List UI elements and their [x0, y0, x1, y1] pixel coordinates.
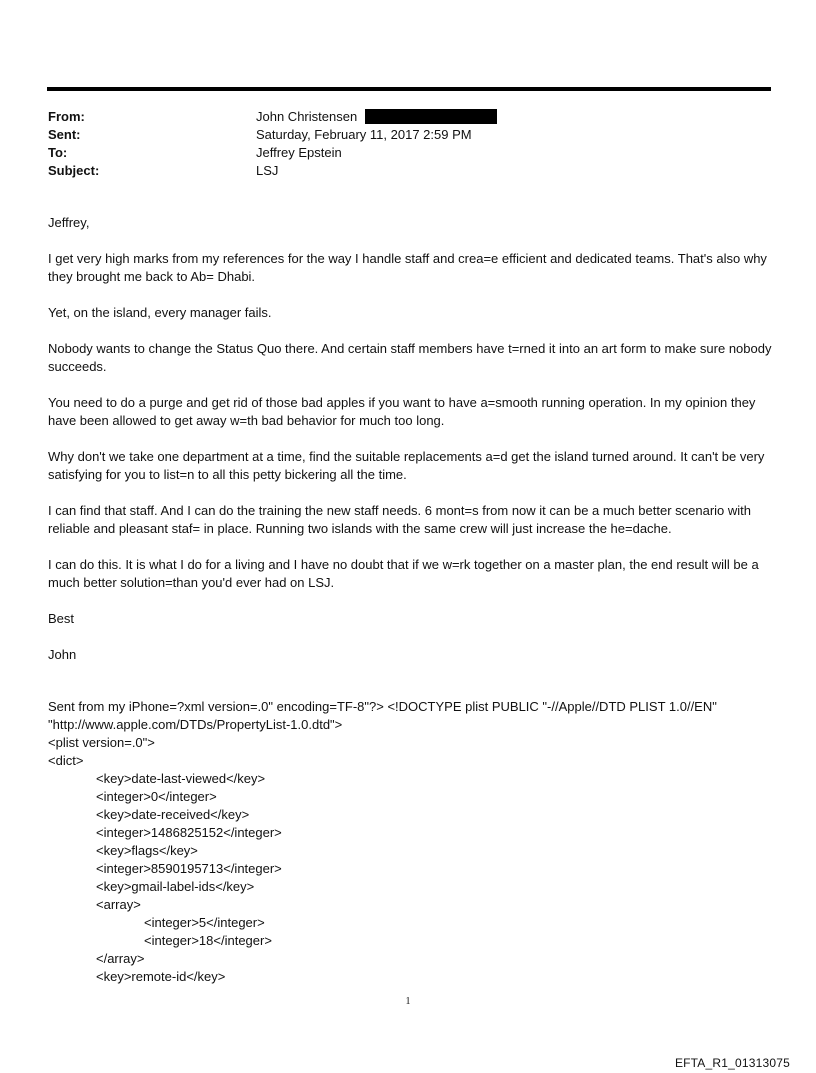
redaction-bar: [365, 109, 497, 124]
xml-line: <integer>8590195713</integer>: [96, 861, 282, 876]
xml-line: <key>remote-id</key>: [96, 969, 226, 984]
document-id: EFTA_R1_01313075: [674, 1056, 790, 1070]
xml-line: <integer>5</integer>: [144, 915, 265, 930]
body-paragraph: I can find that staff. And I can do the training the new staff needs. 6 mont=s from now it can be a much better scenario with reliable and pleasant staf= in place. Running two islands with the same crew will just increase the he=dache.: [48, 503, 752, 536]
xml-line: <plist version=.0">: [48, 735, 155, 750]
body-paragraph: Jeffrey,: [48, 215, 90, 230]
body-paragraph: Yet, on the island, every manager fails.: [48, 305, 272, 320]
xml-line: <array>: [96, 897, 141, 912]
xml-line: </array>: [96, 951, 145, 966]
xml-line: Sent from my iPhone=?xml version=.0" encoding=TF-8"?> <!DOCTYPE plist PUBLIC "-//Apple//DTD PLIST 1.0//EN": [48, 699, 717, 714]
email-body: [48, 214, 772, 682]
body-paragraph: I get very high marks from my references for the way I handle staff and crea=e efficient and dedicated teams. That's also why they brought me back to Ab= Dhabi.: [48, 251, 767, 284]
xml-line: <key>gmail-label-ids</key>: [96, 879, 255, 894]
xml-line: "http://www.apple.com/DTDs/PropertyList-1.0.dtd">: [48, 717, 343, 732]
subject-label: Subject:: [48, 163, 100, 178]
signature-name: John: [48, 647, 77, 662]
body-paragraph: Nobody wants to change the Status Quo there. And certain staff members have t=rned it into an art form to make sure nobody succeeds.: [48, 341, 772, 374]
xml-line: <integer>0</integer>: [96, 789, 217, 804]
email-header: [48, 108, 497, 180]
from-label: From:: [48, 109, 85, 124]
xml-line: <key>date-received</key>: [96, 807, 250, 822]
body-paragraph: You need to do a purge and get rid of those bad apples if you want to have a=smooth running operation. In my opinion they have been allowed to get away w=th bad behavior for much too long.: [48, 395, 756, 428]
header-rule: [47, 87, 771, 91]
body-paragraph: I can do this. It is what I do for a living and I have no doubt that if we w=rk together on a master plan, the end result will be a much better solution=than you'd ever had on LSJ.: [48, 557, 759, 590]
xml-line: <key>date-last-viewed</key>: [96, 771, 266, 786]
sent-row: [48, 126, 497, 144]
to-value: Jeffrey Epstein: [256, 145, 342, 160]
body-paragraph: Why don't we take one department at a time, find the suitable replacements a=d get the island turned around. It can't be very satisfying for you to list=n to all this petty bickering all the time.: [48, 449, 765, 482]
page-number: 1: [405, 996, 411, 1007]
xml-line: <dict>: [48, 753, 84, 768]
sign-off: Best: [48, 611, 75, 626]
xml-line: <key>flags</key>: [96, 843, 198, 858]
xml-line: <integer>18</integer>: [144, 933, 272, 948]
to-label: To:: [48, 145, 68, 160]
sent-label: Sent:: [48, 127, 81, 142]
sent-value: Saturday, February 11, 2017 2:59 PM: [256, 127, 472, 142]
to-row: [48, 144, 497, 162]
from-value: John Christensen: [256, 109, 358, 124]
xml-line: <integer>1486825152</integer>: [96, 825, 282, 840]
from-row: [48, 108, 497, 126]
subject-value: LSJ: [256, 163, 279, 178]
subject-row: [48, 162, 497, 180]
plist-metadata: [48, 698, 772, 986]
